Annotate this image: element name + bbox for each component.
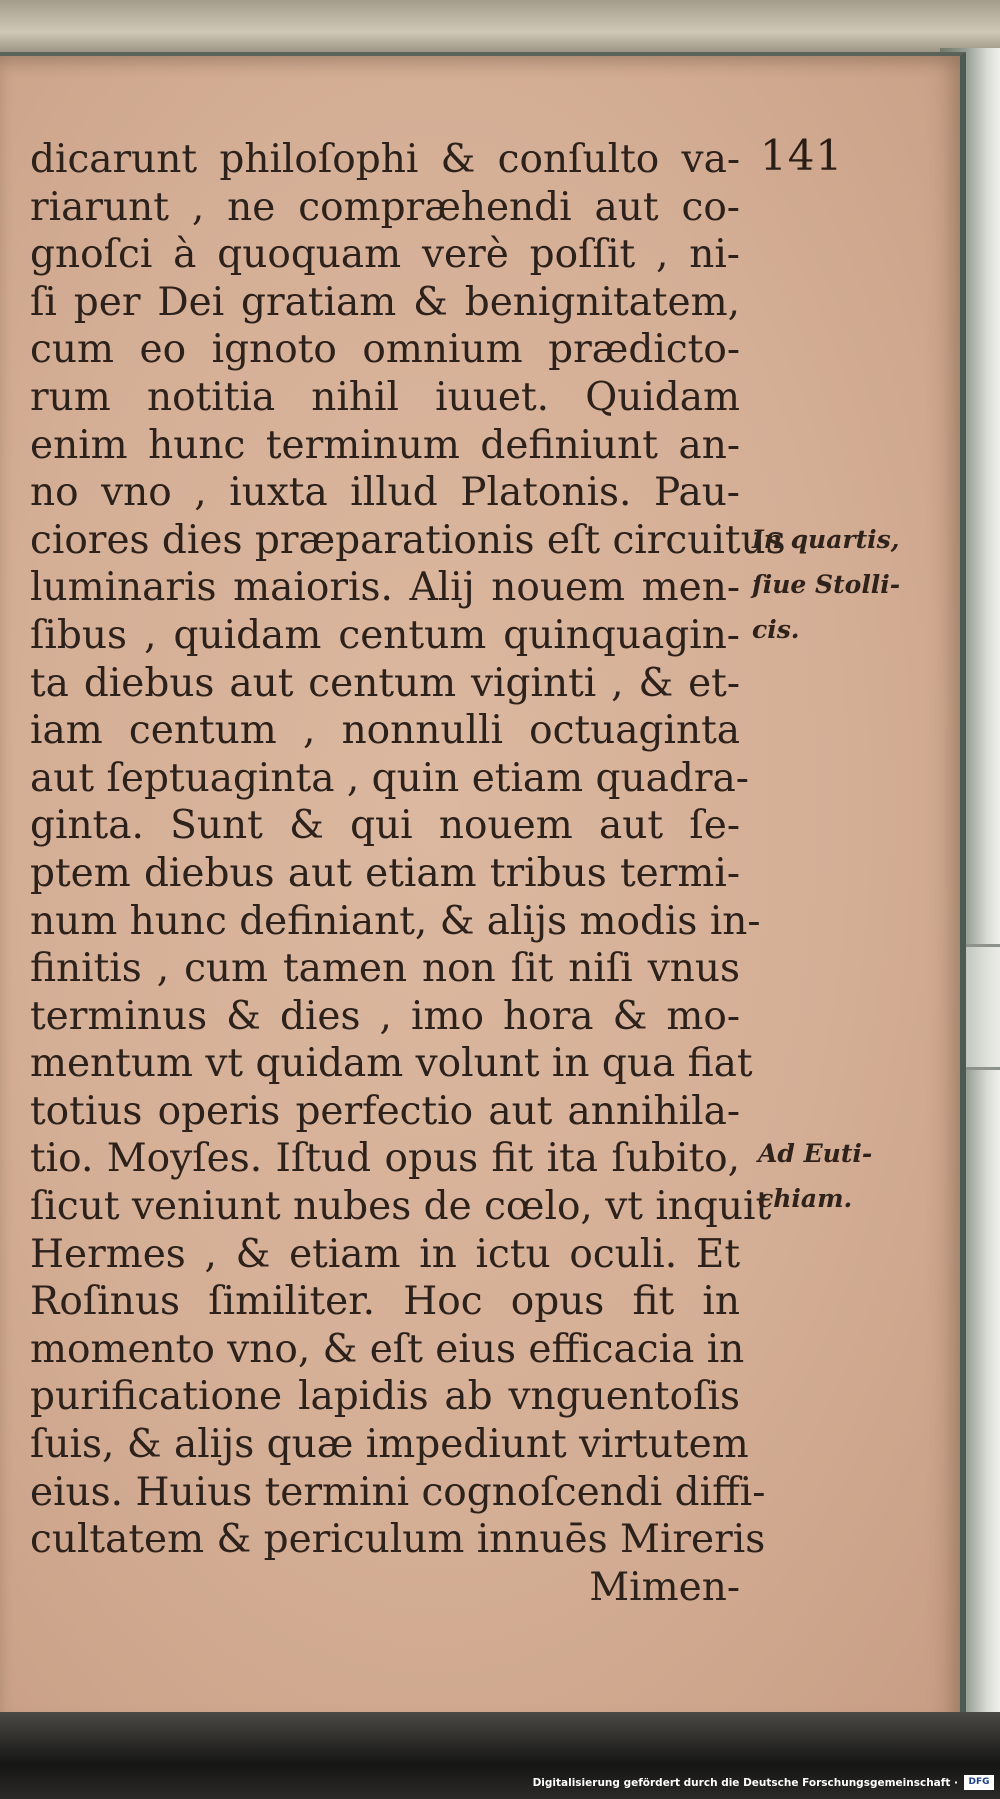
text-line: finitis , cum tamen non ſit niſi vnus [30,946,740,992]
marginal-note-line: In quartis, [752,525,900,554]
text-line: purificatione lapidis ab vnguentoſis [30,1374,740,1420]
text-line: no vno , iuxta illud Platonis. Pau- [30,470,740,516]
text-line: num hunc definiant, & alijs modis in- [30,898,761,944]
marginal-note-line: cis. [752,615,800,644]
text-line: Roſinus ſimiliter. Hoc opus fit in [30,1279,740,1325]
text-line: mentum vt quidam volunt in qua fiat [30,1041,753,1087]
text-line: cum eo ignoto omnium prædicto- [30,327,740,373]
text-line: iam centum , nonnulli octuaginta [30,708,740,754]
marginal-note-line: Ad Euti- [758,1139,873,1168]
text-line: Mimen- [589,1564,740,1610]
text-line: eius. Huius termini cognoſcendi diffi- [30,1469,766,1515]
text-line: momento vno, & eſt eius efficacia in [30,1326,745,1372]
text-line: ſibus , quidam centum quinquagin- [30,612,740,658]
text-line: totius operis perfectio aut annihila- [30,1088,740,1134]
scan-background-top [0,0,1000,58]
page-number: 141 [760,131,844,180]
text-line: ſuis, & alijs quæ impediunt virtutem [30,1422,749,1468]
marginal-note-line: ſiue Stolli- [752,570,901,599]
text-line: Hermes , & etiam in ictu oculi. Et [30,1231,740,1277]
text-line: aut ſeptuaginta , quin etiam quadra- [30,755,749,801]
text-line: luminaris maioris. Alij nouem men- [30,565,740,611]
dfg-logo: DFG [964,1775,994,1790]
text-line: gnoſci à quoquam verè poſſit , ni- [30,232,740,278]
book-page [0,52,966,1726]
text-line: ginta. Sunt & qui nouem aut ſe- [30,803,740,849]
text-line: dicarunt philoſophi & conſulto va- [30,137,740,182]
text-line: ciores dies præparationis eſt circuitus [30,517,786,563]
text-line: rum notitia nihil iuuet. Quidam [30,374,740,420]
text-line: ptem diebus aut etiam tribus termi- [30,850,740,896]
text-line: tio. Moyſes. Iſtud opus fit ita ſubito, [30,1136,740,1182]
digitization-credit: Digitalisierung gefördert durch die Deutsche Forschungsgemeinschaft · [532,1777,958,1789]
text-line: terminus & dies , imo hora & mo- [30,993,740,1039]
text-line: riarunt , ne compræhendi aut co- [30,184,740,230]
text-line: cultatem & periculum innuēs Mireris [30,1517,766,1563]
marginal-note-line: chiam. [758,1184,853,1213]
marginal-note-ad-eutichiam [758,1131,872,1221]
text-line: enim hunc terminum definiunt an- [30,422,740,468]
text-line: ſi per Dei gratiam & benignitatem, [30,279,740,325]
text-line: ſicut veniunt nubes de cœlo, vt inquit [30,1184,772,1230]
text-line: ta diebus aut centum viginti , & et- [30,660,740,706]
marginal-note-in-quartis [752,517,900,652]
